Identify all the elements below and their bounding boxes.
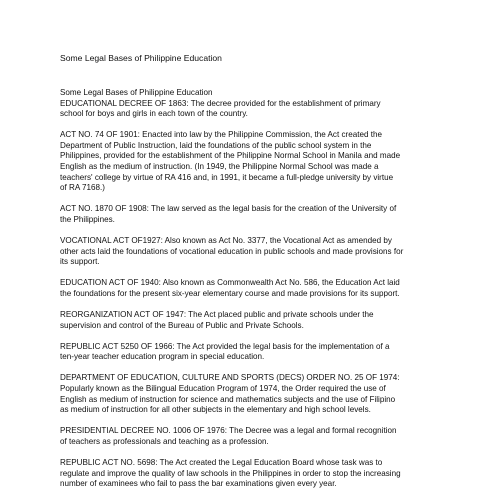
paragraph <box>60 458 448 490</box>
text-line: supervision and control of the Bureau of Public and Private Schools. <box>60 320 304 330</box>
text-line: of RA 7168.) <box>60 183 105 193</box>
text-line: REPUBLIC ACT 5250 OF 1966: The Act provided the legal basis for the implementation of a <box>60 341 390 351</box>
paragraph <box>60 342 448 363</box>
document-body <box>60 88 448 490</box>
text-line: Popularly known as the Bilingual Education Program of 1974, the Order required the use of <box>60 383 386 393</box>
text-line: Some Legal Bases of Philippine Education <box>60 88 213 97</box>
text-line: REORGANIZATION ACT OF 1947: The Act placed public and private schools under the <box>60 310 374 319</box>
text-line: English as medium of instruction for science and mathematics subjects and the use of Filipino <box>60 394 396 404</box>
text-line: English as the medium of instruction. (In 1949, the Philippine Normal School was made a <box>60 162 379 172</box>
text-line: its support. <box>60 257 100 267</box>
paragraph <box>60 88 448 120</box>
text-line: PRESIDENTIAL DECREE NO. 1006 OF 1976: The Decree was a legal and formal recognition <box>60 426 397 436</box>
text-line: ten-year teacher education program in special education. <box>60 352 265 362</box>
text-line: teachers' college by virtue of RA 416 and, in 1991, it became a full-pledge university by virtue <box>60 172 394 182</box>
text-line: EDUCATIONAL DECREE OF 1863: The decree provided for the establishment of primary <box>60 98 381 108</box>
text-line: the Philippines. <box>60 214 115 224</box>
paragraph <box>60 426 448 447</box>
text-line: other acts laid the foundations of vocational education in public schools and made provisions for <box>60 246 404 256</box>
paragraph <box>60 373 448 415</box>
paragraph <box>60 236 448 268</box>
paragraph <box>60 310 448 331</box>
text-line: Philippines, provided for the establishment of the Philippine Normal School in Manila and made <box>60 151 401 161</box>
text-line: school for boys and girls in each town of the country. <box>60 109 248 119</box>
text-line: the foundations for the present six-year elementary course and made provisions for its support. <box>60 288 400 298</box>
text-line: REPUBLIC ACT NO. 5698: The Act created the Legal Education Board whose task was to <box>60 457 383 467</box>
text-line: ACT NO. 74 OF 1901: Enacted into law by the Philippine Commission, the Act created the <box>60 130 382 140</box>
text-line: number of examinees who fail to pass the bar examinations given every year. <box>60 479 337 489</box>
text-line: regulate and improve the quality of law schools in the Philippines in order to stop the increasing <box>60 468 401 478</box>
paragraph <box>60 204 448 225</box>
paragraph <box>60 130 448 194</box>
document-title: Some Legal Bases of Philippine Education <box>60 53 222 63</box>
text-line: DEPARTMENT OF EDUCATION, CULTURE AND SPORTS (DECS) ORDER NO. 25 OF 1974: <box>60 373 400 383</box>
paragraph <box>60 278 448 299</box>
text-line: Department of Public Instruction, laid the foundations of the public school system in the <box>60 140 372 150</box>
text-line: VOCATIONAL ACT OF1927: Also known as Act No. 3377, the Vocational Act as amended by <box>60 236 392 246</box>
text-line: as medium of instruction for all other subjects in the elementary and high school levels. <box>60 405 371 415</box>
text-line: EDUCATION ACT OF 1940: Also known as Commonwealth Act No. 586, the Education Act laid <box>60 278 400 288</box>
text-line: of teachers as professionals and teaching as a profession. <box>60 436 269 446</box>
text-line: ACT NO. 1870 OF 1908: The law served as the legal basis for the creation of the University of <box>60 204 397 214</box>
